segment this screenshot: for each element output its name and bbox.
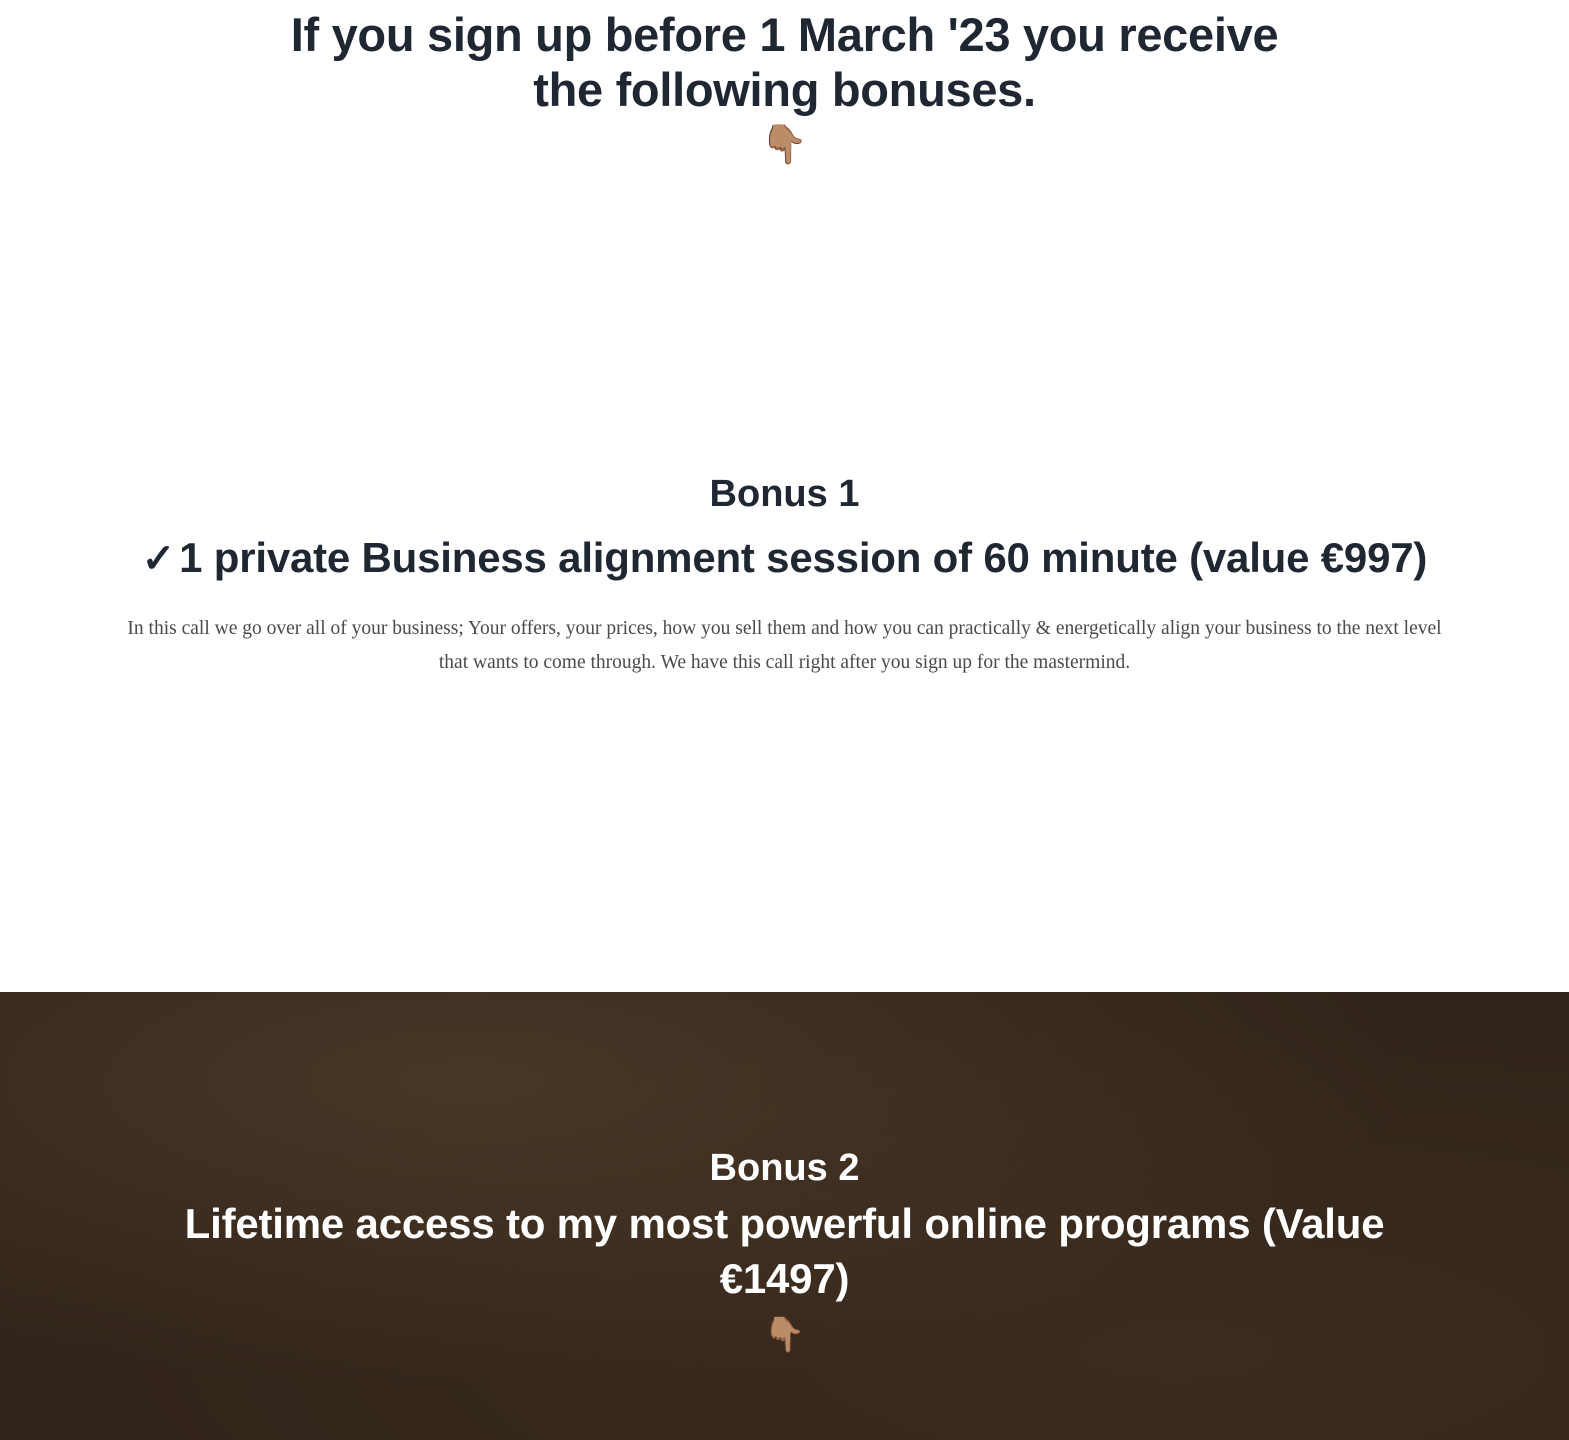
headline-line-1: If you sign up before 1 March '23 you receive	[290, 8, 1279, 61]
bonus-two-title: Lifetime access to my most powerful online programs (Value €1497)	[184, 1200, 1385, 1302]
bonus-one-label: Bonus 1	[709, 473, 860, 515]
bonus-two-section	[0, 992, 1569, 1440]
bonus-two-label: Bonus 2	[709, 1147, 860, 1189]
bonus-two-block	[0, 1144, 1569, 1355]
bonus-one-description: In this call we go over all of your business; Your offers, your prices, how you sell them and how you can practically & energetically align your business to the next level that wants to come through. We have this call right after you sign up for the mastermind.	[127, 617, 1442, 674]
pointing-down-hand-icon: 👇🏽	[760, 124, 809, 167]
pointing-down-hand-icon-dark: 👇🏽	[763, 1315, 806, 1354]
page-title	[0, 0, 1569, 117]
bonus-one-title	[60, 531, 1509, 586]
headline-line-2: the following bonuses.	[533, 62, 1036, 116]
check-icon: ✓	[141, 537, 176, 582]
bonus-one-block	[0, 470, 1569, 680]
bonus-one-title-text: 1 private Business alignment session of 60 minute (value €997)	[179, 534, 1428, 582]
